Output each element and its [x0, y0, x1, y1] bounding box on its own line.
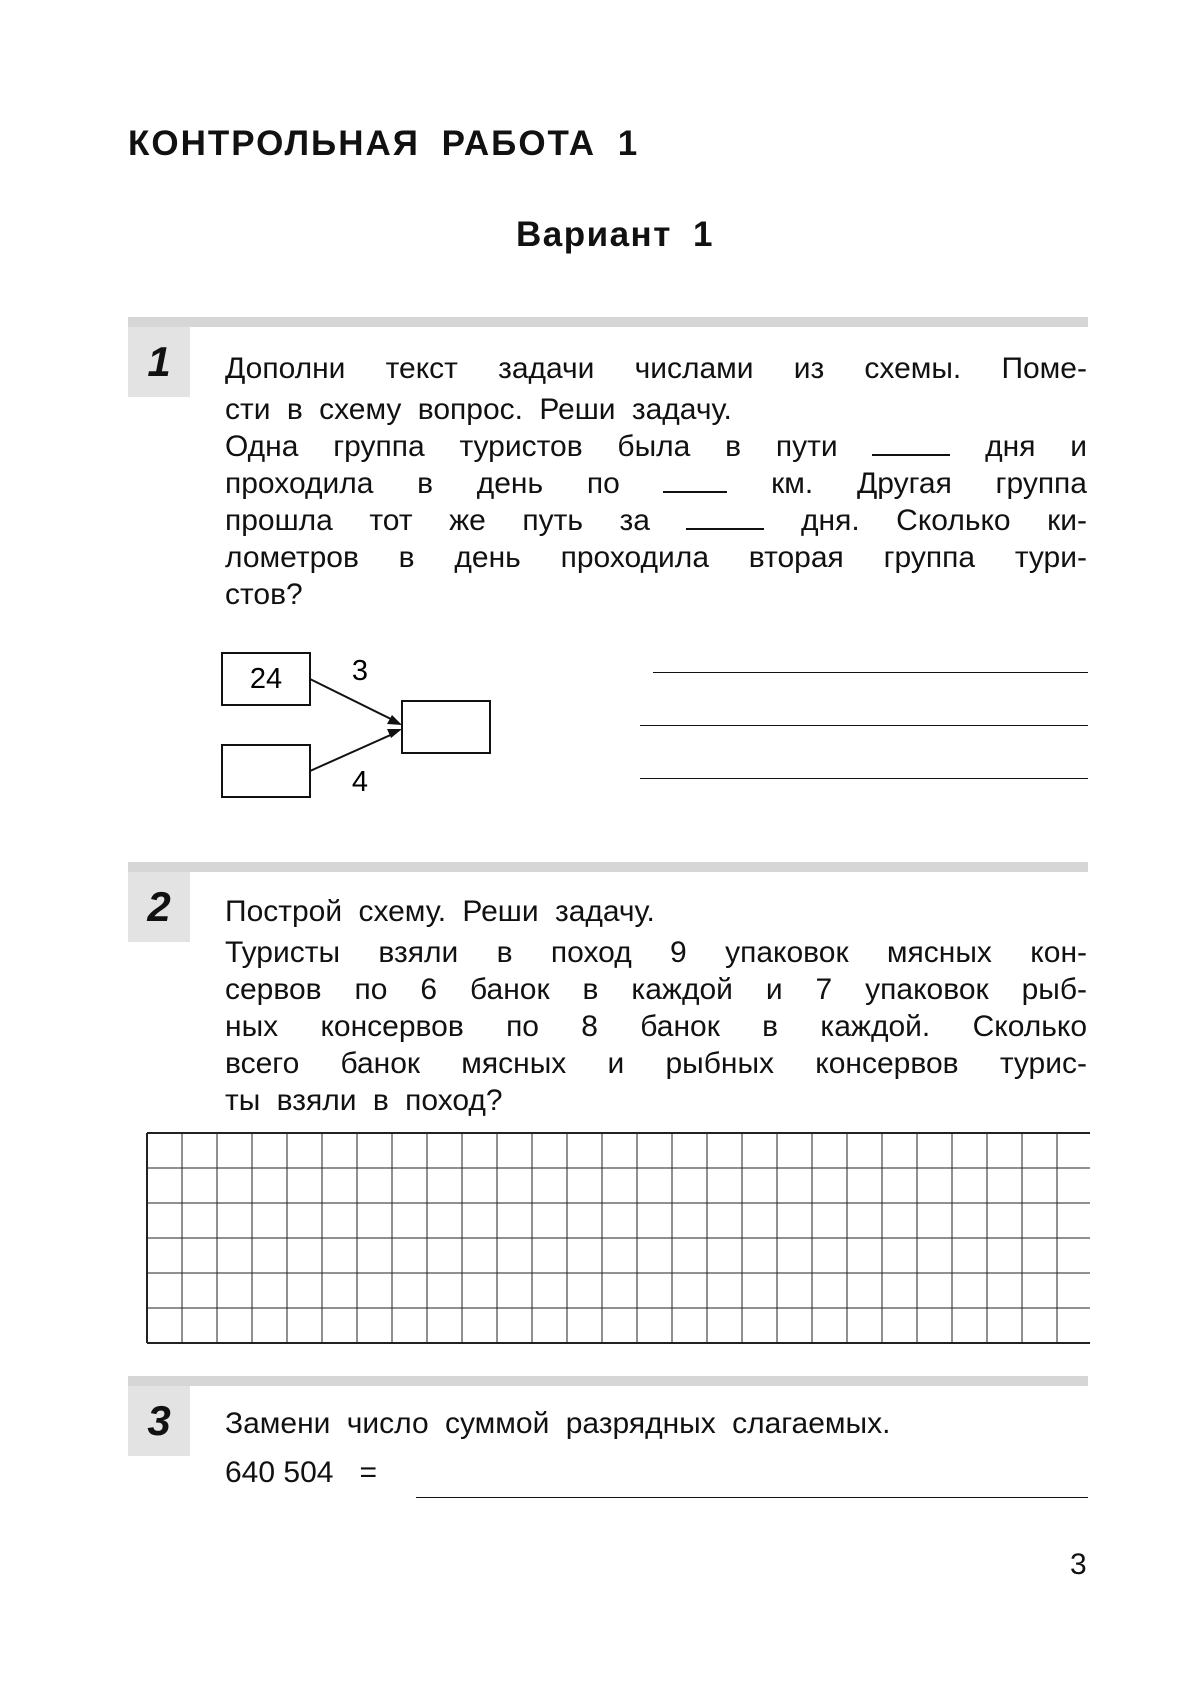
task-1-line-2: сти в схему вопрос. Реши задачу. — [225, 393, 732, 426]
task-1-answer-line-1[interactable] — [653, 672, 1088, 673]
task-1-line-5-b: дня. Сколько ки- — [801, 504, 1087, 537]
task-1-line-7: стов? — [225, 578, 303, 611]
page-number: 3 — [1070, 1548, 1087, 1581]
task-1-line-1: Дополни текст задачи числами из схемы. Поме- — [225, 352, 1087, 385]
task-3-expression — [225, 1456, 377, 1490]
task-1-number: 1 — [128, 327, 190, 397]
scheme-box-top-value: 24 — [249, 663, 283, 695]
task-2-number: 2 — [128, 872, 190, 942]
task-1-line-3-b: дня и — [985, 430, 1087, 463]
task-2-answer-grid[interactable] — [146, 1132, 1090, 1344]
task-1-answer-line-3[interactable] — [640, 778, 1088, 779]
task-3-number-value: 640 504 — [225, 1456, 334, 1489]
task-3-text — [225, 1405, 1087, 1442]
scheme-label-bottom: 4 — [351, 766, 369, 798]
page-title: КОНТРОЛЬНАЯ РАБОТА 1 — [128, 124, 640, 163]
equals-sign: = — [359, 1456, 377, 1489]
task-1-line-3-a: Одна группа туристов была в пути — [225, 430, 838, 463]
task-2-line-3: сервов по 6 банок в каждой и 7 упаковок рыб- — [225, 973, 1087, 1006]
task-1-line-3 — [225, 428, 1087, 465]
task-1-line-4 — [225, 465, 1087, 502]
days-blank-1[interactable] — [872, 432, 950, 456]
task-1-line-5-a: прошла тот же путь за — [225, 504, 650, 537]
task-2-bar — [128, 862, 1088, 872]
scheme-box-result[interactable] — [402, 701, 490, 753]
task-2-text — [225, 893, 1087, 1119]
task-1-answer-line-2[interactable] — [640, 725, 1088, 726]
task-2-line-1: Построй схему. Реши задачу. — [225, 895, 655, 928]
task-1-bar — [128, 317, 1088, 327]
task-2-line-6: ты взяли в поход? — [225, 1084, 503, 1117]
task-3-line-1: Замени число суммой разрядных слагаемых. — [225, 1407, 891, 1440]
task-1-line-4-b: км. Другая группа — [771, 467, 1087, 500]
days-blank-2[interactable] — [686, 506, 764, 530]
task-2-line-5: всего банок мясных и рыбных консервов турис- — [225, 1047, 1087, 1080]
scheme-box-bottom[interactable] — [222, 745, 310, 797]
task-3-number: 3 — [128, 1386, 190, 1456]
task-2-line-2: Туристы взяли в поход 9 упаковок мясных кон- — [225, 936, 1087, 969]
scheme-label-top: 3 — [351, 655, 369, 687]
task-1-text — [225, 350, 1087, 613]
task-1-line-6: лометров в день проходила вторая группа тури- — [225, 541, 1087, 574]
variant-title: Вариант 1 — [515, 215, 715, 254]
task-3-answer-line[interactable] — [416, 1497, 1088, 1498]
task-2-line-4: ных консервов по 8 банок в каждой. Сколько — [225, 1010, 1087, 1043]
km-blank[interactable] — [663, 469, 727, 493]
scheme-arrowhead-top — [387, 715, 402, 725]
task-3-bar — [128, 1376, 1088, 1386]
task-1-scheme — [215, 645, 505, 805]
task-1-line-5 — [225, 502, 1087, 539]
task-1-line-4-a: проходила в день по — [225, 467, 620, 500]
